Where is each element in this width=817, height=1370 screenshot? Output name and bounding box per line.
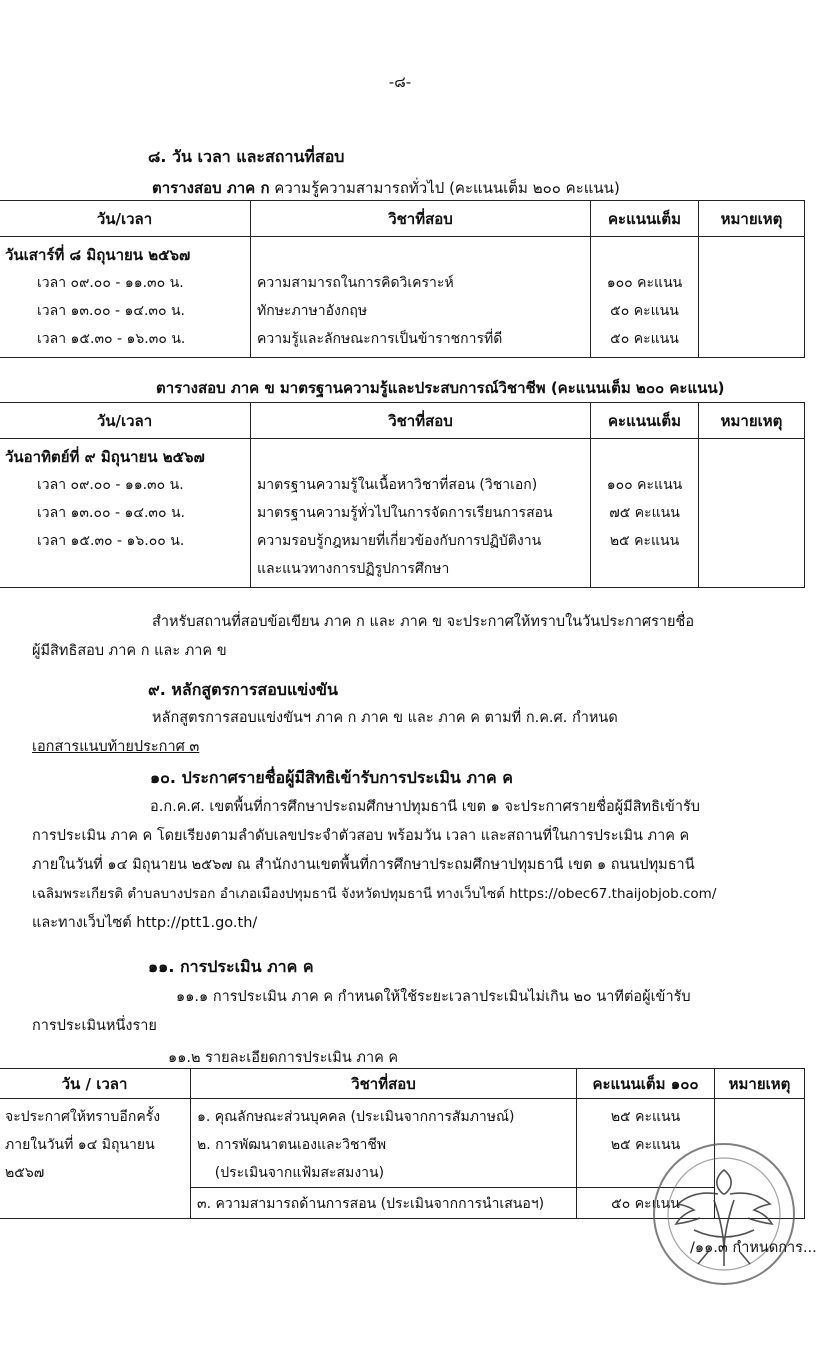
table-c-subject-1: ๑. คุณลักษณะส่วนบุคคล (ประเมินจากการสัมภาษณ์) xyxy=(197,1109,515,1125)
official-seal-stamp xyxy=(628,1140,796,1290)
table-c-date-line-1: จะประกาศให้ทราบอีกครั้ง xyxy=(5,1109,161,1125)
table-c-header-score: คะแนนเต็ม ๑๐๐ xyxy=(577,1069,715,1099)
table-c-subject-2b: (ประเมินจากแฟ้มสะสมงาน) xyxy=(197,1165,385,1181)
section-10-heading: ๑๐. ประกาศรายชื่อผู้มีสิทธิเข้ารับการประเมิน ภาค ค xyxy=(150,768,513,787)
table-c-score-1: ๒๕ คะแนน xyxy=(610,1109,681,1125)
table-a-caption xyxy=(152,176,620,200)
table-a-score-2: ๕๐ คะแนน xyxy=(610,303,679,319)
table-a-subject-3: ความรู้และลักษณะการเป็นข้าราชการที่ดี xyxy=(257,331,503,347)
section-11-sub1-line-1: ๑๑.๑ การประเมิน ภาค ค กำหนดให้ใช้ระยะเวลาประเมินไม่เกิน ๒๐ นาทีต่อผู้เข้ารับ xyxy=(176,989,691,1005)
table-a-score-1: ๑๐๐ คะแนน xyxy=(606,275,683,291)
table-b-time-1: เวลา ๐๙.๐๐ - ๑๑.๓๐ น. xyxy=(37,477,184,493)
table-a-time-1: เวลา ๐๙.๐๐ - ๑๑.๓๐ น. xyxy=(37,275,184,291)
section-11-sub1-line-2: การประเมินหนึ่งราย xyxy=(32,1018,157,1034)
table-b-subject-1: มาตรฐานความรู้ในเนื้อหาวิชาที่สอน (วิชาเอก) xyxy=(257,477,538,493)
table-b-score-3: ๒๕ คะแนน xyxy=(609,533,680,549)
section-9-line-2: เอกสารแนบท้ายประกาศ ๓ xyxy=(32,739,200,755)
table-b-score-1: ๑๐๐ คะแนน xyxy=(606,477,683,493)
table-b-subject-2: มาตรฐานความรู้ทั่วไปในการจัดการเรียนการสอน xyxy=(257,505,553,521)
table-a-header-score: คะแนนเต็ม xyxy=(591,201,699,237)
table-c-subject-2: ๒. การพัฒนาตนเองและวิชาชีพ xyxy=(197,1137,387,1153)
table-a-caption-bold: ตารางสอบ ภาค ก xyxy=(152,179,270,197)
table-a-day: วันเสาร์ที่ ๘ มิถุนายน ๒๕๖๗ xyxy=(5,246,191,264)
continuation-note: /๑๑.๓ กำหนดการ... xyxy=(690,1240,817,1256)
section-11-heading: ๑๑. การประเมิน ภาค ค xyxy=(148,957,314,976)
table-c-date-line-3: ๒๕๖๗ xyxy=(5,1165,45,1181)
section-11-body xyxy=(0,983,800,1041)
section-10-line-4: เฉลิมพระเกียรติ ตำบลบางปรอก อำเภอเมืองปทุมธานี จังหวัดปทุมธานี ทางเว็บไซต์ https://obec67.thaijobjob.com/ xyxy=(32,886,717,902)
page-number: -๘- xyxy=(388,73,412,91)
table-c-header-note: หมายเหตุ xyxy=(715,1069,805,1099)
table-b-header-date: วัน/เวลา xyxy=(0,403,251,439)
table-b-header-note: หมายเหตุ xyxy=(699,403,805,439)
table-b-caption: ตารางสอบ ภาค ข มาตรฐานความรู้และประสบการณ์วิชาชีพ (คะแนนเต็ม ๒๐๐ คะแนน) xyxy=(156,379,725,397)
table-b-note-cell xyxy=(699,439,805,588)
section-9-line-1: หลักสูตรการสอบแข่งขันฯ ภาค ก ภาค ข และ ภาค ค ตามที่ ก.ค.ศ. กำหนด xyxy=(152,710,618,726)
table-c-date-line-2: ภายในวันที่ ๑๔ มิถุนายน xyxy=(5,1137,155,1153)
table-b-day: วันอาทิตย์ที่ ๙ มิถุนายน ๒๕๖๗ xyxy=(5,448,205,466)
table-c-header-date: วัน / เวลา xyxy=(0,1069,191,1099)
table-a-header-note: หมายเหตุ xyxy=(699,201,805,237)
table-a-time-3: เวลา ๑๕.๓๐ - ๑๖.๓๐ น. xyxy=(37,331,186,347)
section-8-note xyxy=(0,608,800,666)
table-a-time-2: เวลา ๑๓.๐๐ - ๑๔.๓๐ น. xyxy=(37,303,186,319)
table-b-subject-4: และแนวทางการปฏิรูปการศึกษา xyxy=(257,561,450,577)
section-11-sub2: ๑๑.๒ รายละเอียดการประเมิน ภาค ค xyxy=(168,1050,399,1066)
section-10-line-3: ภายในวันที่ ๑๔ มิถุนายน ๒๕๖๗ ณ สำนักงานเขตพื้นที่การศึกษาประถมศึกษาปทุมธานี เขต ๑ ถนนปทุมธานี xyxy=(32,857,695,873)
table-a xyxy=(0,200,805,358)
table-b-header-score: คะแนนเต็ม xyxy=(591,403,699,439)
table-b-score-2: ๗๕ คะแนน xyxy=(609,505,680,521)
table-b-subject-3: ความรอบรู้กฎหมายที่เกี่ยวข้องกับการปฏิบัติงาน xyxy=(257,533,542,549)
note-line-2: ผู้มีสิทธิสอบ ภาค ก และ ภาค ข xyxy=(32,643,227,659)
table-a-note-cell xyxy=(699,237,805,358)
table-b-header-subject: วิชาที่สอบ xyxy=(251,403,591,439)
table-c-score-2: ๒๕ คะแนน xyxy=(610,1137,681,1153)
table-b xyxy=(0,402,805,588)
table-a-caption-rest: ความรู้ความสามารถทั่วไป (คะแนนเต็ม ๒๐๐ คะแนน) xyxy=(269,179,620,197)
table-c-score-3: ๕๐ คะแนน xyxy=(611,1196,680,1212)
table-a-header-subject: วิชาที่สอบ xyxy=(251,201,591,237)
table-c-header-subject: วิชาที่สอบ xyxy=(191,1069,577,1099)
section-9-body xyxy=(0,704,800,762)
table-a-header-date: วัน/เวลา xyxy=(0,201,251,237)
table-b-time-3: เวลา ๑๕.๓๐ - ๑๖.๐๐ น. xyxy=(37,533,185,549)
table-b-time-2: เวลา ๑๓.๐๐ - ๑๔.๓๐ น. xyxy=(37,505,186,521)
table-c-subject-3: ๓. ความสามารถด้านการสอน (ประเมินจากการนำเสนอฯ) xyxy=(197,1196,545,1212)
note-line-1: สำหรับสถานที่สอบข้อเขียน ภาค ก และ ภาค ข จะประกาศให้ทราบในวันประกาศรายชื่อ xyxy=(152,614,695,630)
section-9-heading: ๙. หลักสูตรการสอบแข่งขัน xyxy=(148,680,338,699)
section-10-line-2: การประเมิน ภาค ค โดยเรียงตามลำดับเลขประจำตัวสอบ พร้อมวัน เวลา และสถานที่ในการประเมิน ภาค ค xyxy=(32,828,690,844)
section-10-line-5: และทางเว็บไซต์ http://ptt1.go.th/ xyxy=(32,915,258,931)
section-8-heading: ๘. วัน เวลา และสถานที่สอบ xyxy=(148,147,345,166)
table-c-date-cell xyxy=(0,1099,191,1219)
section-10-line-1: อ.ก.ค.ศ. เขตพื้นที่การศึกษาประถมศึกษาปทุมธานี เขต ๑ จะประกาศรายชื่อผู้มีสิทธิเข้ารับ xyxy=(150,799,700,815)
table-a-subject-1: ความสามารถในการคิดวิเคราะห์ xyxy=(257,275,454,291)
table-a-score-3: ๕๐ คะแนน xyxy=(610,331,679,347)
section-10-body xyxy=(0,793,800,938)
table-a-subject-2: ทักษะภาษาอังกฤษ xyxy=(257,303,368,319)
